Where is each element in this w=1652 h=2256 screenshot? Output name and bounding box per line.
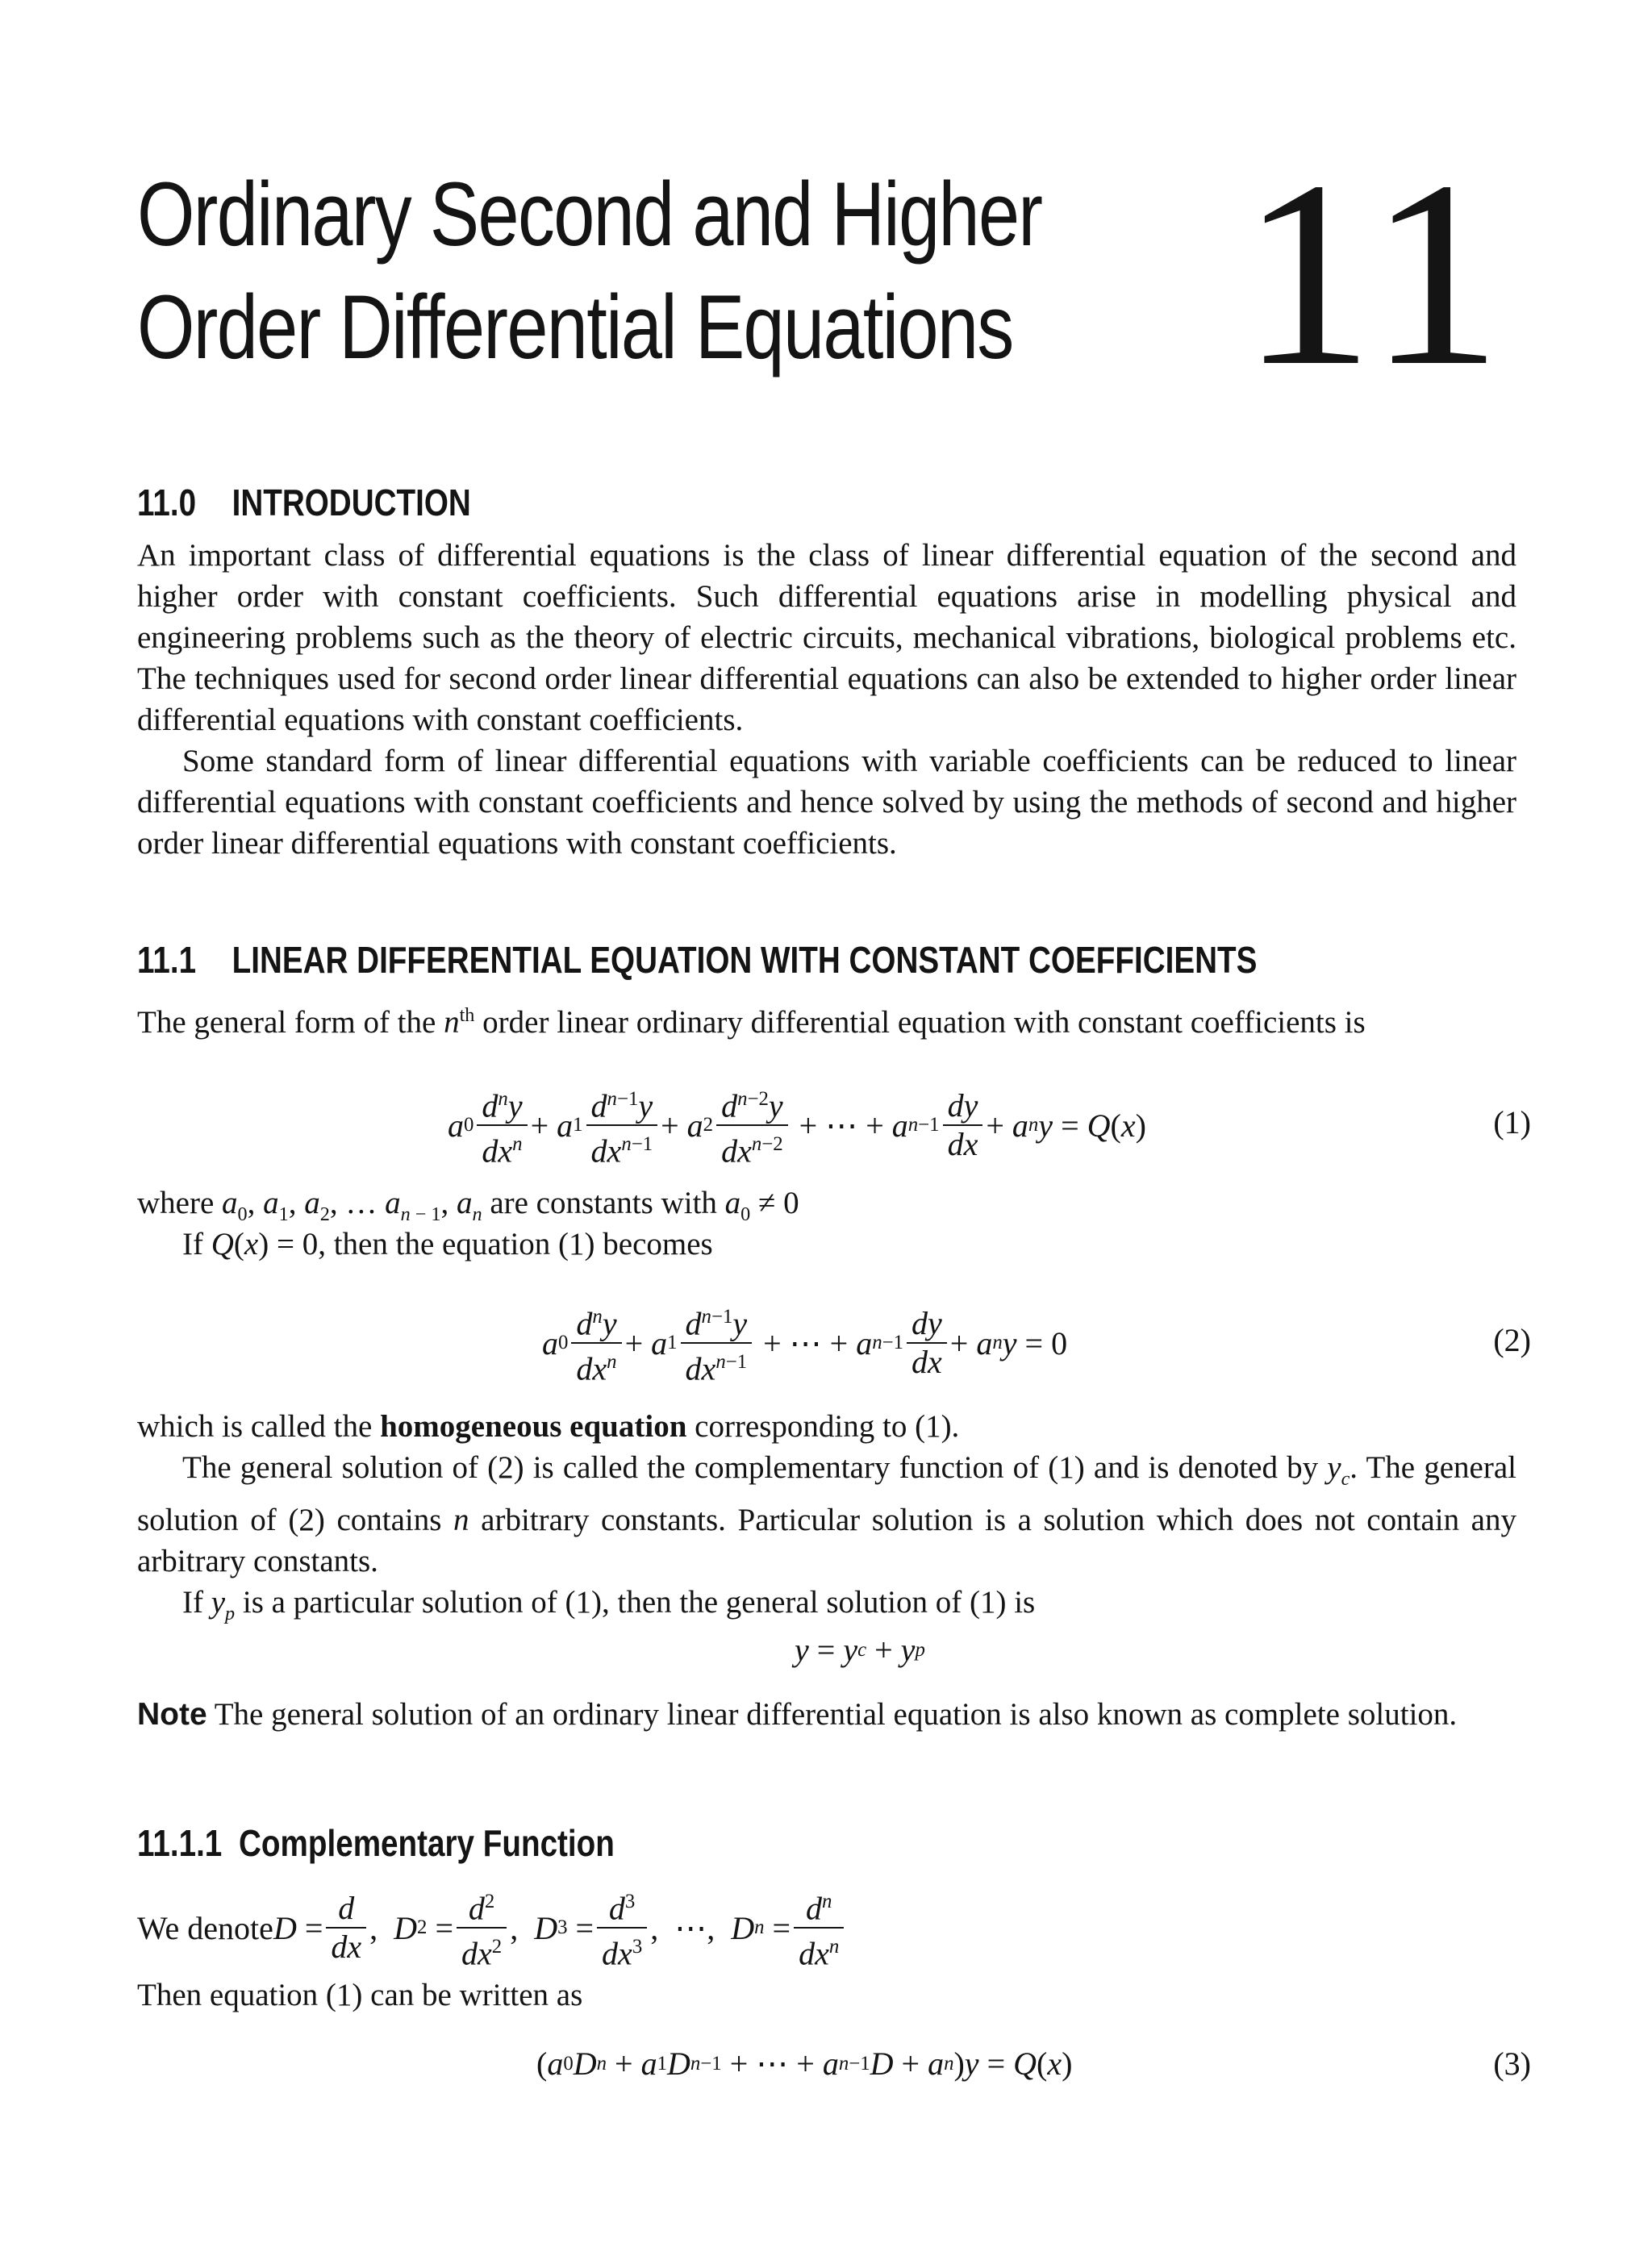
equation-1: a 0 $\frac{d^ny}{dx^n}$ + a 1 $\frac{d^{n-1}y}{dx^{n-1}}$ + a 2 $\frac{d^{n-2}y}{dx^{n-2}}$ + ⋯ + a n−1 $\frac{dy}{dx}$ + a n y = Q ( x ): [448, 1087, 1146, 1170]
general-solution-equation: y = y c + y p: [795, 1632, 925, 1668]
intro-body: [137, 535, 1516, 864]
intro-paragraph-1: An important class of differential equations is the class of linear differential equation of the second and higher order with constant coefficients. Such differential equations arise in modelling physical and engineering problems such as the theory of electric circuits, mechanical vibrations, biological problems etc. The techniques used for second order linear differential equations can also be extended to higher order linear differential equations with constant coefficients.: [137, 538, 1516, 737]
note-label: Note: [137, 1697, 207, 1732]
section-heading-11-1-1: [137, 1821, 615, 1865]
general-form-line: The general form of the $n^{th}$ order linear ordinary differential equation with constant coefficients is: [137, 1004, 1366, 1040]
section-title: Complementary Function: [239, 1822, 615, 1864]
equation-1-number: (1): [1493, 1104, 1531, 1141]
section-title: INTRODUCTION: [232, 482, 471, 523]
chapter-title-line1: Ordinary Second and Higher: [137, 164, 1042, 265]
equation-3-number: (3): [1493, 2045, 1531, 2082]
note-block: Note The general solution of an ordinary linear differential equation is also known as complete solution.: [137, 1697, 1458, 1732]
chapter-number: 11: [1241, 127, 1507, 421]
operator-definitions: We denote D = $\frac{d}{dx}$ , D 2 = $\frac{d^2}{dx^2}$ , D 3 = $\frac{d^3}{dx^3}$ , ⋯, D n = $\frac{d^n}{dx^n}$: [137, 1879, 847, 1976]
if-q-line: If Q(x) = 0, then the equation (1) becomes: [182, 1227, 713, 1261]
equation-2: a 0 $\frac{d^ny}{dx^n}$ + a 1 $\frac{d^{n-1}y}{dx^{n-1}}$ + ⋯ + a n−1 $\frac{dy}{dx}$ + a n y = 0: [542, 1305, 1068, 1387]
equation-2-number: (2): [1493, 1322, 1531, 1358]
section-heading-11-1: [137, 938, 1257, 982]
then-line: Then equation (1) can be written as: [137, 1978, 583, 2012]
where-line: where $a_0$, $a_1$, $a_2$, … $a_{n - 1}$, $a_n$ are constants with $a_0 \ne 0$: [137, 1186, 799, 1225]
equation-3: ( a 0 D n + a 1 D n−1 + ⋯ + a n−1 D + a n ) y = Q ( x ): [536, 2045, 1073, 2082]
section-number: 11.0: [137, 482, 197, 523]
section-title: LINEAR DIFFERENTIAL EQUATION WITH CONSTANT COEFFICIENTS: [232, 939, 1258, 981]
chapter-title-line2: Order Differential Equations: [137, 277, 1013, 377]
homogeneous-body: which is called the homogeneous equation corresponding to (1). The general solution of (2) is called the complementary function of (1) and is denoted by $y_c$. The general solution of (2) contains n arbitrary constants. Particular solution is a solution which does not contain any arbitrary constants. If $y_p$ is a particular solution of (1), then the general solution of (1) is: [137, 1409, 1516, 1624]
section-heading-11-0: [137, 481, 471, 524]
intro-paragraph-2: Some standard form of linear differential equations with variable coefficients can be reduced to linear differential equations with constant coefficients and hence solved by using the methods of second and higher order linear differential equations with constant coefficients.: [137, 744, 1516, 861]
section-number: 11.1.1: [137, 1822, 223, 1864]
section-number: 11.1: [137, 939, 197, 981]
